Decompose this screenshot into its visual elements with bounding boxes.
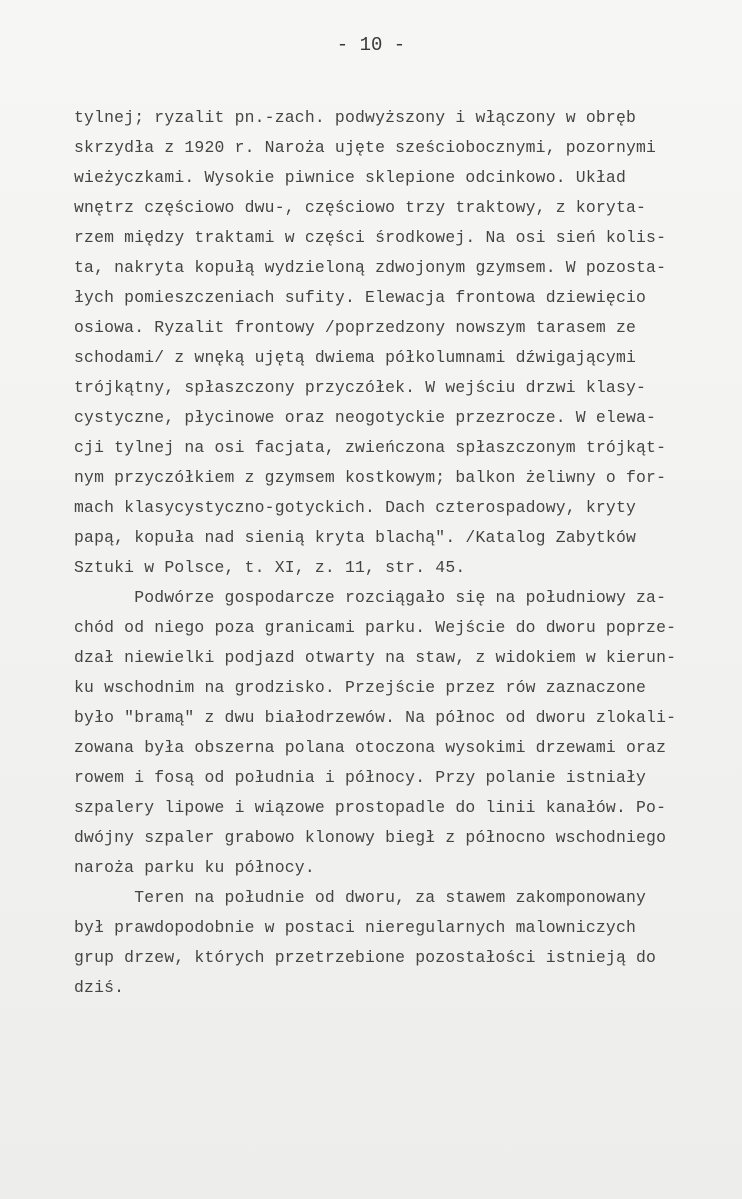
text-line: dziś. xyxy=(74,978,125,997)
text-line: ku wschodnim na grodzisko. Przejście przez rów zaznaczone xyxy=(74,678,647,697)
text-line: naroża parku ku północy. xyxy=(74,858,315,877)
body-text xyxy=(74,103,724,1003)
text-line: grup drzew, których przetrzebione pozostałości istnieją do xyxy=(74,948,657,967)
paragraph xyxy=(74,883,724,1003)
text-line: skrzydła z 1920 r. Naroża ujęte sześciobocznymi, pozornymi xyxy=(74,138,657,157)
text-line: było "bramą" z dwu białodrzewów. Na północ od dworu zlokali- xyxy=(74,708,677,727)
text-line: był prawdopodobnie w postaci nieregularnych malowniczych xyxy=(74,918,637,937)
text-line: rzem między traktami w części środkowej. Na osi sień kolis- xyxy=(74,228,667,247)
text-line: wieżyczkami. Wysokie piwnice sklepione odcinkowo. Układ xyxy=(74,168,626,187)
paragraph xyxy=(74,103,724,583)
text-line: rowem i fosą od południa i północy. Przy polanie istniały xyxy=(74,768,647,787)
text-line: Sztuki w Polsce, t. XI, z. 11, str. 45. xyxy=(74,558,466,577)
text-line: chód od niego poza granicami parku. Wejście do dworu poprze- xyxy=(74,618,677,637)
text-line: nym przyczółkiem z gzymsem kostkowym; balkon żeliwny o for- xyxy=(74,468,667,487)
text-line: Teren na południe od dworu, za stawem zakomponowany xyxy=(74,888,647,907)
text-line: ta, nakryta kopułą wydzieloną zdwojonym gzymsem. W pozosta- xyxy=(74,258,667,277)
text-line: dzał niewielki podjazd otwarty na staw, z widokiem w kierun- xyxy=(74,648,677,667)
paragraph xyxy=(74,583,724,883)
text-line: cji tylnej na osi facjata, zwieńczona spłaszczonym trójkąt- xyxy=(74,438,667,457)
page-number: - 10 - xyxy=(336,34,406,56)
text-line: tylnej; ryzalit pn.-zach. podwyższony i włączony w obręb xyxy=(74,108,637,127)
text-line: szpalery lipowe i wiązowe prostopadle do linii kanałów. Po- xyxy=(74,798,667,817)
text-line: trójkątny, spłaszczony przyczółek. W wejściu drzwi klasy- xyxy=(74,378,647,397)
text-line: dwójny szpaler grabowo klonowy biegł z północno wschodniego xyxy=(74,828,667,847)
text-line: wnętrz częściowo dwu-, częściowo trzy traktowy, z koryta- xyxy=(74,198,647,217)
text-line: cystyczne, płycinowe oraz neogotyckie przezrocze. W elewa- xyxy=(74,408,657,427)
text-line: mach klasycystyczno-gotyckich. Dach czterospadowy, kryty xyxy=(74,498,637,517)
text-line: zowana była obszerna polana otoczona wysokimi drzewami oraz xyxy=(74,738,667,757)
text-line: Podwórze gospodarcze rozciągało się na południowy za- xyxy=(74,588,667,607)
text-line: schodami/ z wnęką ujętą dwiema półkolumnami dźwigającymi xyxy=(74,348,637,367)
text-line: papą, kopuła nad sienią kryta blachą". /Katalog Zabytków xyxy=(74,528,637,547)
text-line: łych pomieszczeniach sufity. Elewacja frontowa dziewięcio xyxy=(74,288,647,307)
text-line: osiowa. Ryzalit frontowy /poprzedzony nowszym tarasem ze xyxy=(74,318,637,337)
